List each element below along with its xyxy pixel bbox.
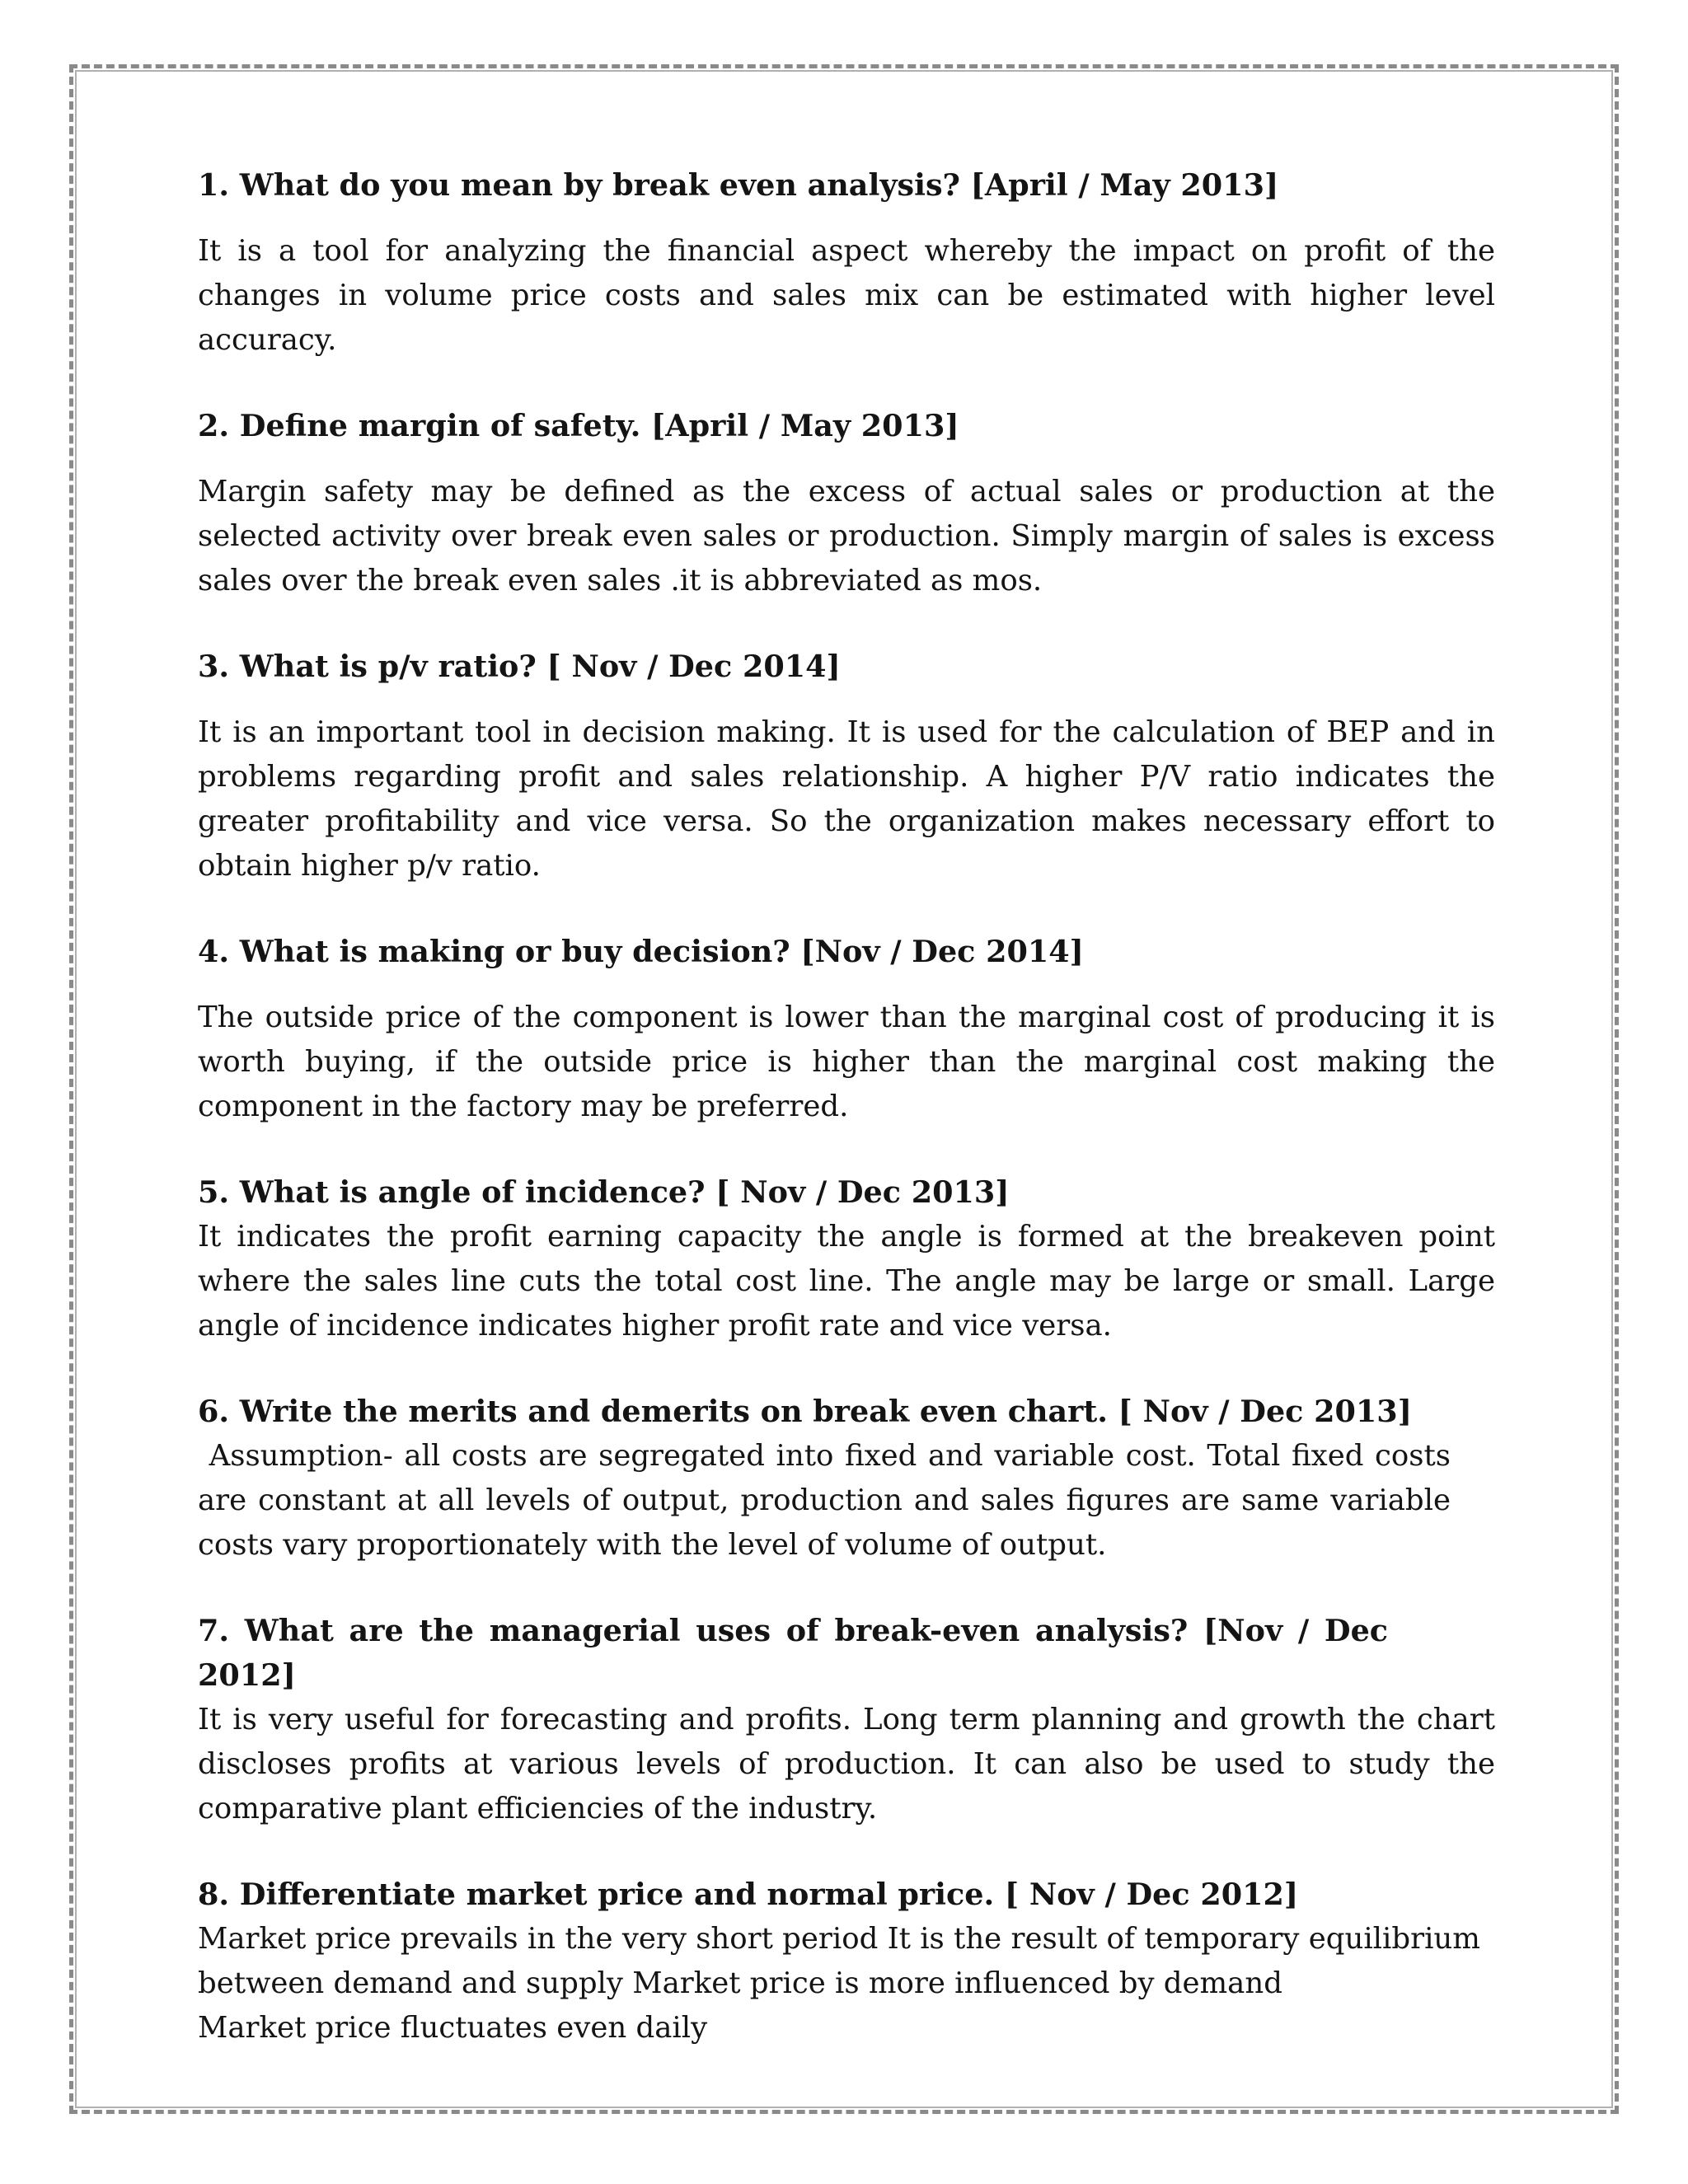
answer-8-line-3: Market price fluctuates even daily <box>198 2011 708 2045</box>
question-8: 8. Differentiate market price and normal price. [ Nov / Dec 2012] <box>198 1877 1299 1912</box>
question-2: 2. Define margin of safety. [April / May 2013] <box>198 408 959 443</box>
answer-2: Margin safety may be defined as the excess of actual sales or production at the selected activity over break even sales or production. Simply margin of sales is excess sales over the break even sales .it is abbreviated as mos. <box>198 475 1495 598</box>
answer-1: It is a tool for analyzing the financial aspect whereby the impact on profit of the changes in volume price costs and sales mix can be estimated with higher level accuracy. <box>198 234 1495 357</box>
qa-item-8 <box>198 1872 1495 2050</box>
question-5: 5. What is angle of incidence? [ Nov / Dec 2013] <box>198 1174 1010 1210</box>
qa-item-5 <box>198 1170 1495 1348</box>
answer-3: It is an important tool in decision making. It is used for the calculation of BEP and in problems regarding profit and sales relationship. A higher P/V ratio indicates the greater profitability and vice versa. So the organization makes necessary effort to obtain higher p/v ratio. <box>198 715 1495 883</box>
qa-item-4 <box>198 930 1495 1129</box>
answer-8-line-1: Market price prevails in the very short period It is the result of temporary equilibrium <box>198 1922 1480 1956</box>
answer-6: Assumption- all costs are segregated into fixed and variable cost. Total fixed costs are constant at all levels of output, production and sales figures are same variable costs vary proportionately with the level of volume of output. <box>198 1439 1461 1562</box>
question-1: 1. What do you mean by break even analysis? [April / May 2013] <box>198 167 1279 203</box>
qa-item-3 <box>198 644 1495 888</box>
answer-7: It is very useful for forecasting and profits. Long term planning and growth the chart discloses profits at various levels of production. It can also be used to study the comparative plant efficiencies of the industry. <box>198 1703 1495 1825</box>
qa-item-2 <box>198 404 1495 603</box>
qa-item-7 <box>198 1609 1495 1831</box>
qa-item-6 <box>198 1390 1495 1568</box>
answer-4: The outside price of the component is lower than the marginal cost of producing it is worth buying, if the outside price is higher than the marginal cost making the component in the factory may be preferred. <box>198 1001 1495 1123</box>
answer-8-line-2: between demand and supply Market price is more influenced by demand <box>198 1966 1282 2000</box>
question-3: 3. What is p/v ratio? [ Nov / Dec 2014] <box>198 649 841 684</box>
answer-8 <box>198 1917 1495 2050</box>
answer-5: It indicates the profit earning capacity the angle is formed at the breakeven point where the sales line cuts the total cost line. The angle may be large or small. Large angle of incidence indicates higher profit rate and vice versa. <box>198 1220 1495 1343</box>
qa-item-1 <box>198 163 1495 363</box>
question-7: 7. What are the managerial uses of break-even analysis? [Nov / Dec 2012] <box>198 1613 1389 1693</box>
question-6: 6. Write the merits and demerits on break even chart. [ Nov / Dec 2013] <box>198 1394 1412 1429</box>
question-4: 4. What is making or buy decision? [Nov / Dec 2014] <box>198 934 1084 969</box>
document-body <box>198 163 1495 2050</box>
